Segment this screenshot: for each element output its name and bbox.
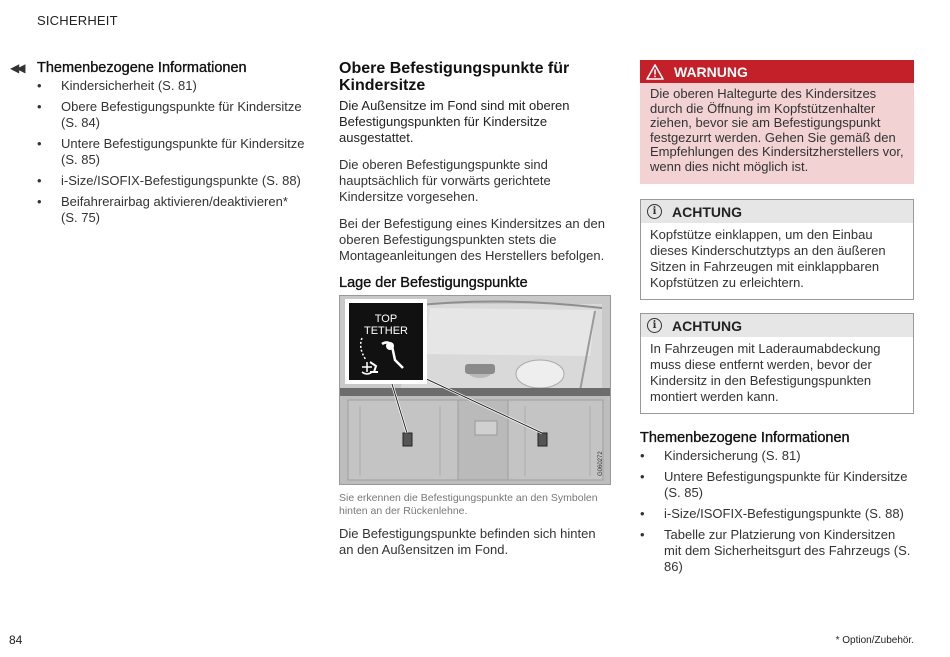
related-info-heading: Themenbezogene Informationen <box>640 430 850 446</box>
list-item[interactable]: • Kindersicherheit (S. 81) <box>37 78 307 94</box>
body-paragraph: Die Befestigungspunkte befinden sich hinten an den Außensitzen im Fond. <box>339 526 596 557</box>
caution-label: ACHTUNG <box>672 317 742 334</box>
figure-caption: Sie erkennen die Befestigungspunkte an den Symbolen hinten an der Rückenlehne. <box>339 492 598 517</box>
tether-symbol-line1: TOP <box>374 313 398 325</box>
related-info-list <box>640 448 914 575</box>
footnote: * Option/Zubehör. <box>835 635 914 646</box>
body-paragraph: Die oberen Befestigungspunkte sind hauptsächlich für vorwärts gerichtete Kindersitze vorgesehen. <box>339 157 551 204</box>
page-title: Obere Befestigungspunkte für Kindersitze <box>339 60 570 94</box>
warning-box <box>640 60 914 184</box>
right-column <box>640 60 914 580</box>
section-header: SICHERHEIT <box>37 13 118 28</box>
tether-symbol-line2: TETHER <box>364 325 408 337</box>
caution-text: Kopfstütze einklappen, um den Einbau dieses Kinderschutztyps an den äußeren Sitzen in Fahrzeugen mit einklappbaren Kopfstützen zu erleichtern. <box>650 227 886 290</box>
warning-header <box>640 60 914 83</box>
warning-text: Die oberen Haltegurte des Kindersitzes durch die Öffnung im Kopfstützenhalter ziehen, bevor sie am Befestigungspunkt festgezurrt werden. Gehen Sie gemäß den Empfehlungen des Kindersitzherstellers vor, wenn dies nicht möglich ist. <box>650 86 904 174</box>
related-info-heading: Themenbezogene Informationen <box>37 60 247 76</box>
body-paragraph: Bei der Befestigung eines Kindersitzes an den oberen Befestigungspunkten stets die Montageanleitungen des Herstellers befolgen. <box>339 216 605 263</box>
caution-box <box>640 313 914 414</box>
list-item[interactable]: • Untere Befestigungspunkte für Kindersitze (S. 85) <box>37 136 307 168</box>
page-number: 84 <box>9 633 23 647</box>
caution-header <box>641 200 913 223</box>
list-item[interactable]: • Kindersicherung (S. 81) <box>640 448 914 464</box>
list-item[interactable]: • Untere Befestigungspunkte für Kindersitze (S. 85) <box>640 469 914 501</box>
double-chevron-left-icon[interactable]: ◀◀ <box>10 61 23 75</box>
info-circle-icon: i <box>647 204 662 219</box>
middle-column <box>339 60 611 569</box>
list-item[interactable]: • i-Size/ISOFIX-Befestigungspunkte (S. 88) <box>640 506 914 522</box>
tether-location-figure <box>339 295 611 485</box>
caution-text: In Fahrzeugen mit Laderaumabdeckung muss diese entfernt werden, bevor der Kindersitz in den Befestigungspunkten montiert werden kann. <box>650 341 881 404</box>
caution-label: ACHTUNG <box>672 203 742 220</box>
list-item[interactable]: • i-Size/ISOFIX-Befestigungspunkte (S. 88) <box>37 173 307 189</box>
list-item[interactable]: • Tabelle zur Platzierung von Kindersitzen mit dem Sicherheitsgurt des Fahrzeugs (S. 86) <box>640 527 914 575</box>
caution-box <box>640 199 914 300</box>
related-info-list <box>37 78 307 226</box>
warning-triangle-icon <box>646 64 664 80</box>
info-circle-icon: i <box>647 318 662 333</box>
left-column <box>37 60 307 231</box>
intro-paragraph: Die Außensitze im Fond sind mit oberen Befestigungspunkten für Kindersitze ausgestattet. <box>339 98 570 145</box>
image-code: G060272 <box>598 451 604 476</box>
list-item[interactable]: • Obere Befestigungspunkte für Kindersitze (S. 84) <box>37 99 307 131</box>
caution-header <box>641 314 913 337</box>
location-subheading: Lage der Befestigungspunkte <box>339 275 528 291</box>
warning-label: WARNUNG <box>674 63 748 80</box>
list-item[interactable]: • Beifahrerairbag aktivieren/deaktivieren* (S. 75) <box>37 194 307 226</box>
